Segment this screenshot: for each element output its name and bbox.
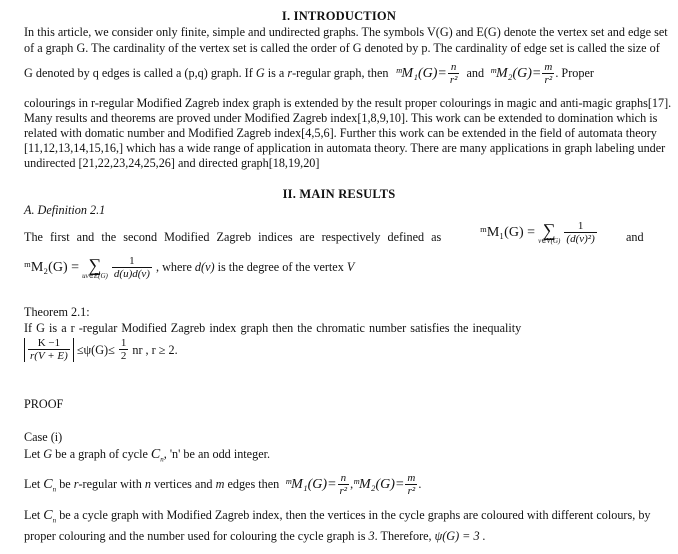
case-line-3: Let $C_n$ be a cycle graph with Modified Zagreb index, then the vertices in the cycle graphs are coloured with different colours, by bbox=[24, 508, 651, 525]
case-label: Case (i) bbox=[24, 430, 63, 444]
math-symbol: V bbox=[346, 259, 355, 274]
text-segment: -regular graph, then bbox=[292, 66, 389, 80]
case-line-1: Let G be a graph of cycle $C_n$, 'n' be an odd integer. bbox=[24, 447, 271, 464]
text-segment: G denoted by q edges is called a (p,q) graph. If bbox=[24, 66, 253, 80]
math-symbol: d(v) bbox=[194, 259, 215, 274]
text-segment: . Proper bbox=[555, 66, 594, 80]
theorem-inequality: $\frac{K -1}{r(V + E)}$ ≤ψ(G)≤ $\frac{1}{2}$ nr , r ≥ 2. bbox=[24, 338, 645, 378]
text-segment: The first and the second Modified Zagreb indices are respectively defined as bbox=[24, 230, 442, 244]
definition-line-2: ᵐM₂(G) = ∑ uv∈E(G) $\frac{1}{d(u)d(v)}$ , where d(v) is the degree of the vertex V bbox=[24, 254, 355, 280]
paragraph-line: In this article, we consider only finite, simple and undirected graphs. The symbols V(G) and E(G) denote the vertex set and edge set bbox=[24, 25, 668, 39]
text-segment: is the degree of the vertex bbox=[217, 259, 344, 274]
paragraph-line: of a graph G. The cardinality of the vertex set is called the order of G denoted by p. The cardinality of edge set is called the size of bbox=[24, 41, 660, 55]
formula-m1-definition: ᵐM₁(G) = ∑ v∈V(G) $\frac{1}{\text{(d(v)²)}}$ bbox=[480, 219, 595, 245]
case-line-4: proper colouring and the number used for colouring the cycle graph is 3. Therefore, ψ(G) = 3 . bbox=[24, 529, 486, 543]
math-symbol: r bbox=[287, 66, 293, 80]
text-segment: and bbox=[626, 230, 644, 244]
subsection-heading: A. Definition 2.1 bbox=[24, 203, 106, 217]
paragraph-line: undirected [21,22,23,24,25,26] and directed graph[18,19,20] bbox=[24, 156, 320, 170]
paragraph-line: [11,12,13,14,15,16,] which has a wide range of application in automata theory. There are many applications in graph labeling under bbox=[24, 141, 666, 155]
text-segment: , where bbox=[156, 259, 192, 274]
formula-m2-definition: ᵐM₂(G) = bbox=[24, 260, 80, 275]
fraction-n-r2: $\frac{n}{\text{r²}}$ bbox=[449, 61, 458, 87]
case-line-2: Let $C_n$ be r-regular with n vertices and m edges then ᵐM₁(G)= $\frac{n}{\text{r²}}$ ,ᵐM₂(G)= $\frac{m}{\text{r²}}$ . bbox=[24, 472, 422, 498]
fraction-m-r2: $\frac{m}{\text{r²}}$ bbox=[544, 61, 553, 87]
formula-m2: ᵐM₂(G)= bbox=[490, 66, 542, 81]
paragraph-line: related with domatic number and Modified Zagreb index[4,5,6]. Further this work can be extended in the field of automata theory bbox=[24, 126, 657, 140]
theorem-statement: If G is a r -regular Modified Zagreb index graph then the chromatic number satisfies the inequality bbox=[24, 321, 522, 335]
paragraph-line: Many results and theorems are proved under Modified Zagreb index[1,8,9,10]. This work can be extended to domination which is bbox=[24, 111, 658, 125]
text-segment: and bbox=[466, 66, 485, 80]
definition-line-1 bbox=[24, 217, 645, 251]
formula-m1: ᵐM₁(G)= bbox=[395, 66, 447, 81]
paragraph-line: colourings in r-regular Modified Zagreb index graph is extended by the result proper colourings in magic and anti-magic graphs[17]. bbox=[24, 96, 672, 110]
section-heading-main-results: II. MAIN RESULTS bbox=[282, 187, 396, 201]
section-heading-introduction: I. INTRODUCTION bbox=[281, 9, 397, 23]
proof-label: PROOF bbox=[24, 397, 64, 411]
theorem-title: Theorem 2.1: bbox=[24, 305, 90, 319]
paragraph-line-math bbox=[24, 62, 645, 86]
math-symbol: G bbox=[255, 66, 265, 80]
text-segment: is a bbox=[267, 66, 285, 80]
